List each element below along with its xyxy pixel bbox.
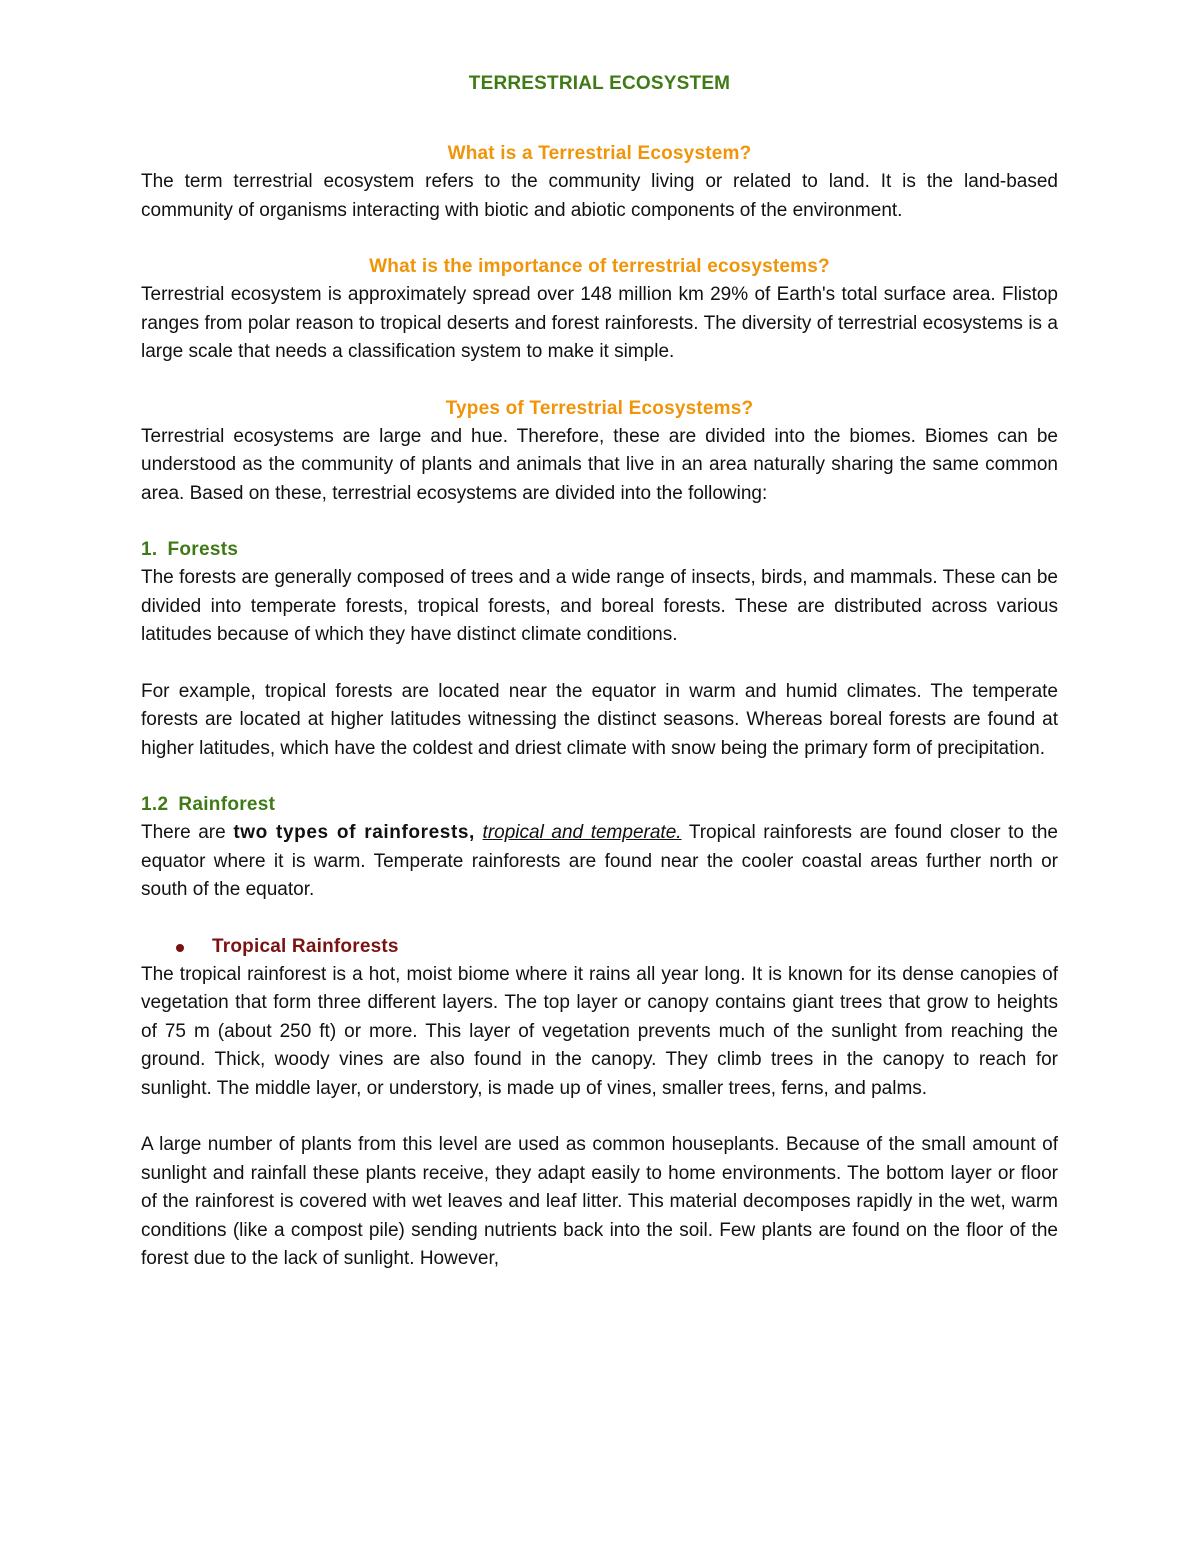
heading-tropical-rainforests <box>141 933 1058 961</box>
rainforest-bold-phrase: two types of rainforests, <box>233 822 475 843</box>
paragraph-tropical-2: A large number of plants from this level are used as common houseplants. Because of the small amount of sunlight and rainfall these plants receive, they adapt easily to home environments. The bottom layer or floor of the rainforest is covered with wet leaves and leaf litter. This material decomposes rapidly in the wet, warm conditions (like a compost pile) sending nutrients back into the soil. Few plants are found on the floor of the forest due to the lack of sunlight. However, <box>141 1134 1058 1269</box>
heading-importance: What is the importance of terrestrial ecosystems? <box>369 256 830 277</box>
heading-types: Types of Terrestrial Ecosystems? <box>445 397 754 419</box>
heading-rainforest <box>141 791 1058 819</box>
paragraph-types: Terrestrial ecosystems are large and hue. Therefore, these are divided into the biomes. Biomes can be understood as the community of plants and animals that live in an area naturally sharing the same common area. Based on these, terrestrial ecosystems are divided into the following: <box>141 425 1058 504</box>
paragraph-what-is: The term terrestrial ecosystem refers to the community living or related to land. It is the land-based community of organisms interacting with biotic and abiotic components of the environment. <box>141 171 1058 221</box>
heading-what-is: What is a Terrestrial Ecosystem? <box>447 143 752 164</box>
heading-forests <box>141 536 1058 564</box>
paragraph-rainforest <box>141 819 1058 905</box>
heading-tropical-label: Tropical Rainforests <box>212 935 399 957</box>
heading-forests-number: 1. <box>141 539 158 560</box>
paragraph-tropical-1: The tropical rainforest is a hot, moist biome where it rains all year long. It is known for its dense canopies of vegetation that form three different layers. The top layer or canopy contains giant trees that grow to heights of 75 m (about 250 ft) or more. This layer of vegetation prevents much of the sunlight from reaching the ground. Thick, woody vines are also found in the canopy. They climb trees in the canopy to reach for sunlight. The middle layer, or understory, is made up of vines, smaller trees, ferns, and palms. <box>141 963 1058 1099</box>
heading-rainforest-label: Rainforest <box>178 794 276 815</box>
rainforest-rest: Tropical rainforests are found closer to the equator where it is warm. Temperate rainforests are found near the cooler coastal areas further north or south of the equator. <box>141 822 1058 900</box>
paragraph-forests-2: For example, tropical forests are located near the equator in warm and humid climates. The temperate forests are located at higher latitudes witnessing the distinct seasons. Whereas boreal forests are found at higher latitudes, which have the coldest and driest climate with snow being the primary form of precipitation. <box>141 680 1058 759</box>
heading-forests-label: Forests <box>167 539 239 560</box>
rainforest-italic-phrase: tropical and temperate. <box>482 822 682 843</box>
rainforest-lead: There are <box>141 822 234 843</box>
heading-rainforest-number: 1.2 <box>141 794 169 815</box>
paragraph-importance: Terrestrial ecosystem is approximately spread over 148 million km 29% of Earth's total surface area. Flistop ranges from polar reason to tropical deserts and forest rainforests. The diversity of terrestrial ecosystems is a large scale that needs a classification system to make it simple. <box>141 284 1058 362</box>
bullet-icon <box>176 944 184 952</box>
paragraph-forests-1: The forests are generally composed of trees and a wide range of insects, birds, and mammals. These can be divided into temperate forests, tropical forests, and boreal forests. These are distributed across various latitudes because of which they have distinct climate conditions. <box>141 567 1058 645</box>
document-title: TERRESTRIAL ECOSYSTEM <box>468 73 731 94</box>
document-page <box>141 70 1058 1302</box>
